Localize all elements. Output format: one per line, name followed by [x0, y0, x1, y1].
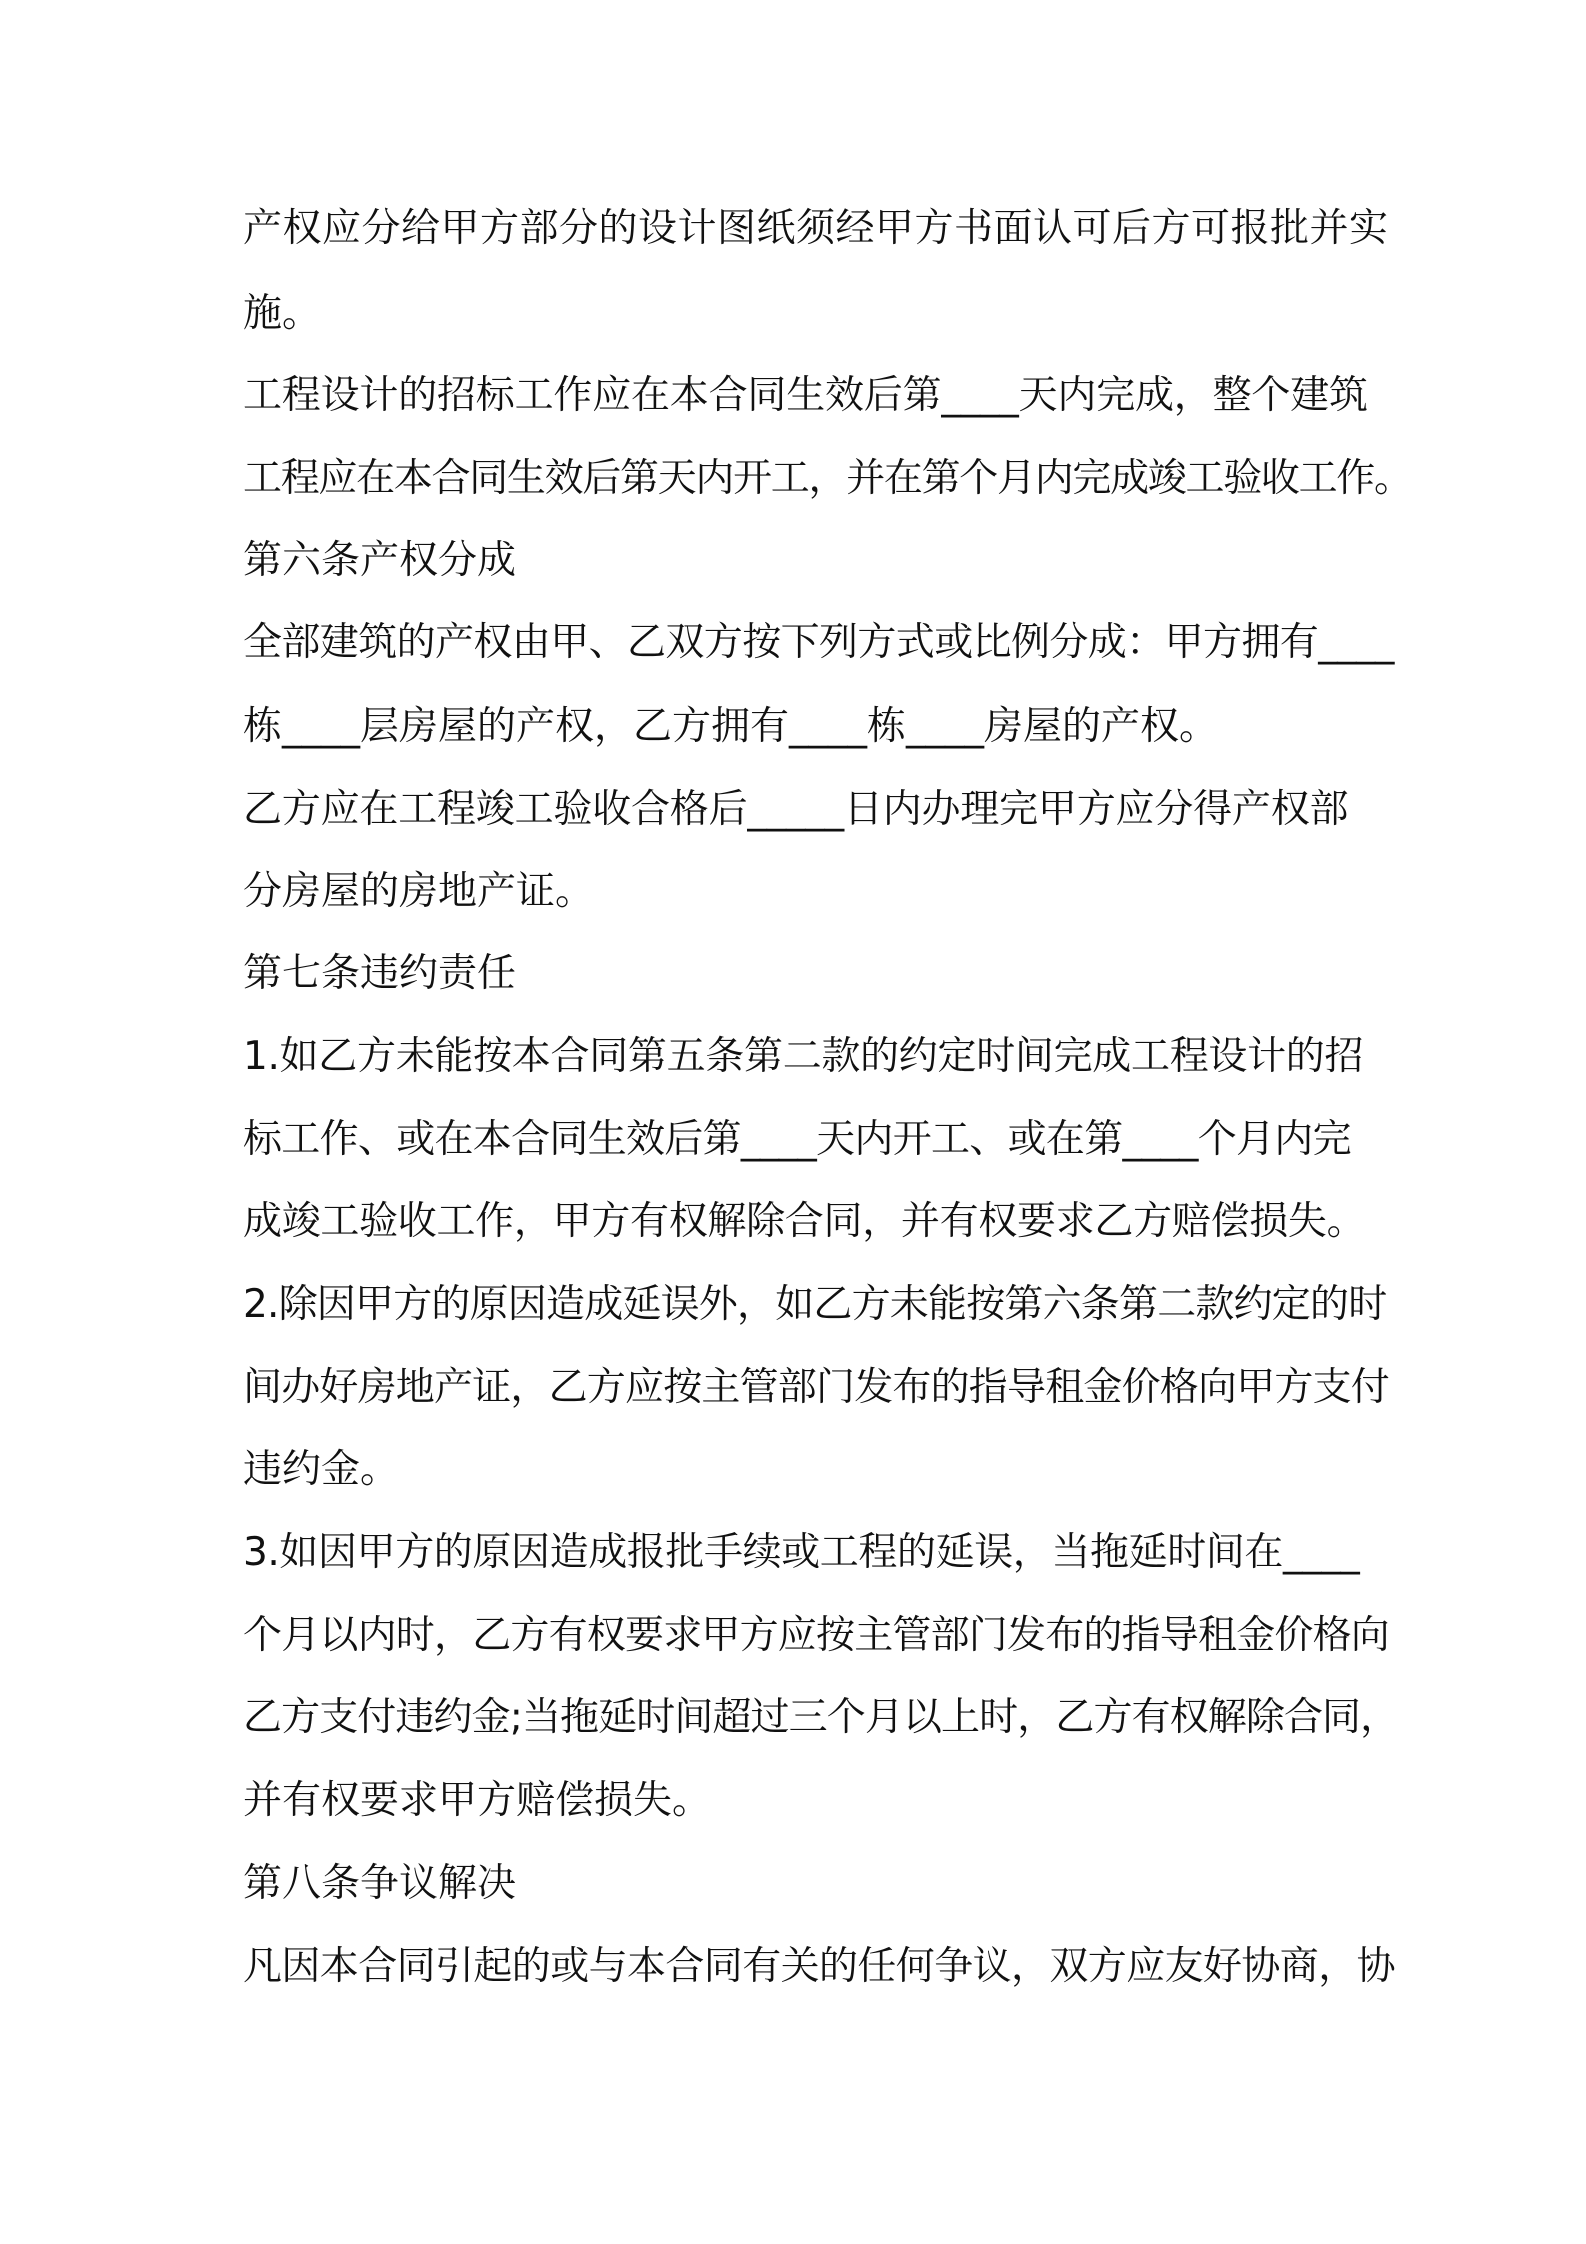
text-line-12: 标工作、或在本合同生效后第____天内开工、或在第____个月内完 — [243, 1117, 1351, 1162]
section-heading-8: 第八条争议解决 — [243, 1861, 517, 1906]
text-line-22: 凡因本合同引起的或与本合同有关的任何争议，双方应友好协商，协 — [243, 1944, 1396, 1989]
text-line-16: 违约金。 — [243, 1447, 400, 1492]
text-line-13: 成竣工验收工作，甲方有权解除合同，并有权要求乙方赔偿损失。 — [243, 1199, 1366, 1244]
text-line-9: 分房屋的房地产证。 — [243, 869, 595, 914]
text-line-2: 施。 — [243, 291, 322, 336]
text-line-17: 3.如因甲方的原因造成报批手续或工程的延误，当拖延时间在____ — [243, 1530, 1360, 1575]
text-line-18: 个月以内时，乙方有权要求甲方应按主管部门发布的指导租金价格向 — [243, 1613, 1390, 1658]
text-line-19: 乙方支付违约金;当拖延时间超过三个月以上时，乙方有权解除合同， — [243, 1695, 1399, 1740]
section-heading-6: 第六条产权分成 — [243, 538, 517, 583]
text-line-1: 产权应分给甲方部分的设计图纸须经甲方书面认可后方可报批并实 — [243, 206, 1389, 251]
text-line-6: 全部建筑的产权由甲、乙双方按下列方式或比例分成：甲方拥有____ — [243, 620, 1394, 665]
text-line-7: 栋____层房屋的产权，乙方拥有____栋____房屋的产权。 — [243, 704, 1219, 749]
text-line-20: 并有权要求甲方赔偿损失。 — [243, 1778, 712, 1823]
text-line-11: 1.如乙方未能按本合同第五条第二款的约定时间完成工程设计的招 — [243, 1034, 1364, 1079]
text-line-8: 乙方应在工程竣工验收合格后_____日内办理完甲方应分得产权部 — [243, 787, 1349, 832]
text-line-15: 间办好房地产证，乙方应按主管部门发布的指导租金价格向甲方支付 — [243, 1365, 1390, 1410]
section-heading-7: 第七条违约责任 — [243, 951, 517, 996]
text-line-3: 工程设计的招标工作应在本合同生效后第____天内完成，整个建筑 — [243, 373, 1368, 418]
text-line-14: 2.除因甲方的原因造成延误外，如乙方未能按第六条第二款约定的时 — [243, 1282, 1387, 1327]
text-line-4: 工程应在本合同生效后第天内开工，并在第个月内完成竣工验收工作。 — [243, 456, 1412, 501]
